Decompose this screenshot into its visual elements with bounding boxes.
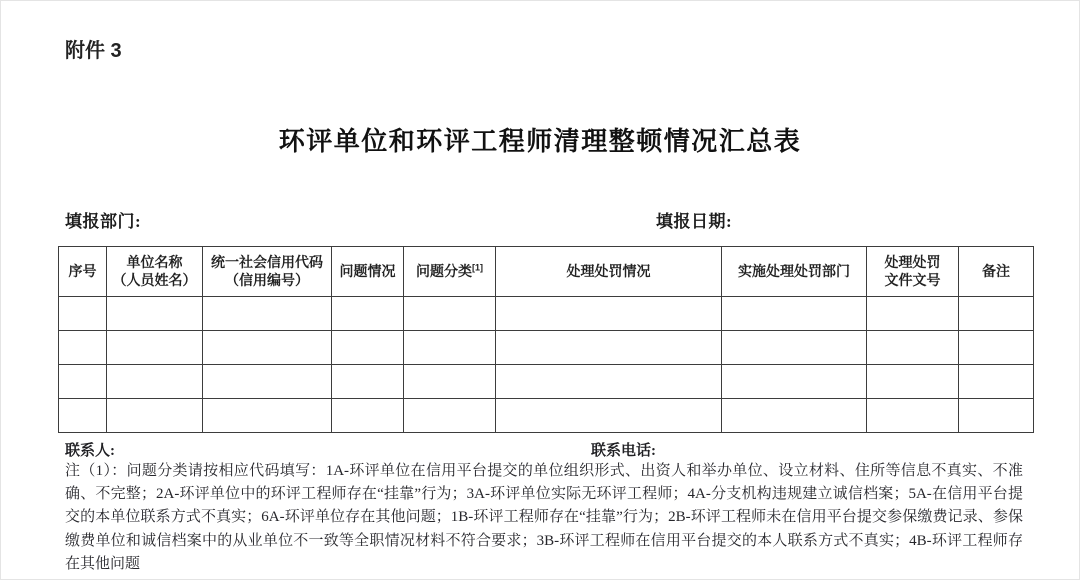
table-cell [722, 297, 867, 331]
table-cell [107, 297, 203, 331]
col-header-remarks: 备注 [959, 247, 1034, 297]
col-header-document-number: 处理处罚 文件文号 [867, 247, 959, 297]
table-cell [332, 297, 404, 331]
table-cell [203, 399, 332, 433]
report-date-label: 填报日期: [656, 212, 733, 231]
summary-table [58, 246, 1034, 433]
table-cell [722, 365, 867, 399]
table-cell [496, 399, 722, 433]
table-cell [867, 331, 959, 365]
table-cell [404, 365, 496, 399]
table-row [59, 331, 1034, 365]
table-cell [59, 331, 107, 365]
col-header-unit-name: 单位名称 （人员姓名） [107, 247, 203, 297]
col-header-problem-status: 问题情况 [332, 247, 404, 297]
col-header-problem-category: 问题分类[1] [404, 247, 496, 297]
table-cell [404, 399, 496, 433]
report-department-label: 填报部门: [65, 212, 142, 231]
table-cell [107, 399, 203, 433]
contact-person-label: 联系人: [65, 443, 115, 459]
table-cell [496, 297, 722, 331]
col-header-credit-code: 统一社会信用代码 （信用编号） [203, 247, 332, 297]
table-cell [203, 297, 332, 331]
attachment-label: 附件 3 [65, 40, 122, 62]
footnote-text: 注（1）：问题分类请按相应代码填写：1A-环评单位在信用平台提交的单位组织形式、出资人和举办单位、设立材料、住所等信息不真实、不准确、不完整；2A-环评单位中的环评工程师存在“挂靠”行为；3A-环评单位实际无环评工程师；4A-分支机构违规建立诚信档案；5A-在信用平台提交的本单位联系方式不真实；6A-环评单位存在其他问题；1B-环评工程师存在“挂靠”行为；2B-环评工程师未在信用平台提交参保缴费记录、参保缴费单位和诚信档案中的从业单位不一致等全职情况材料不符合要求；3B-环评工程师在信用平台提交的本人联系方式不真实；4B-环评工程师存在其他问题 [65, 463, 1023, 572]
table-cell [867, 399, 959, 433]
table-cell [959, 331, 1034, 365]
table-row [59, 297, 1034, 331]
col-header-penalty-department: 实施处理处罚部门 [722, 247, 867, 297]
footnote-marker: [1] [472, 261, 483, 272]
table-cell [107, 365, 203, 399]
table-cell [332, 365, 404, 399]
table-cell [332, 399, 404, 433]
table-cell [959, 399, 1034, 433]
table-cell [59, 365, 107, 399]
table-cell [867, 365, 959, 399]
table-cell [203, 365, 332, 399]
table-cell [959, 365, 1034, 399]
table-cell [722, 331, 867, 365]
col-header-serial-number: 序号 [59, 247, 107, 297]
col-header-penalty-status: 处理处罚情况 [496, 247, 722, 297]
table-cell [203, 331, 332, 365]
table-cell [496, 365, 722, 399]
table-cell [59, 399, 107, 433]
page-title: 环评单位和环评工程师清理整顿情况汇总表 [278, 127, 802, 156]
table-row [59, 399, 1034, 433]
table-cell [867, 297, 959, 331]
table-cell [959, 297, 1034, 331]
table-cell [722, 399, 867, 433]
table-cell [404, 297, 496, 331]
table-cell [404, 331, 496, 365]
table-cell [59, 297, 107, 331]
table-row [59, 365, 1034, 399]
table-header-row [59, 247, 1034, 297]
table-cell [332, 331, 404, 365]
contact-phone-label: 联系电话: [591, 443, 656, 459]
table-cell [107, 331, 203, 365]
table-cell [496, 331, 722, 365]
